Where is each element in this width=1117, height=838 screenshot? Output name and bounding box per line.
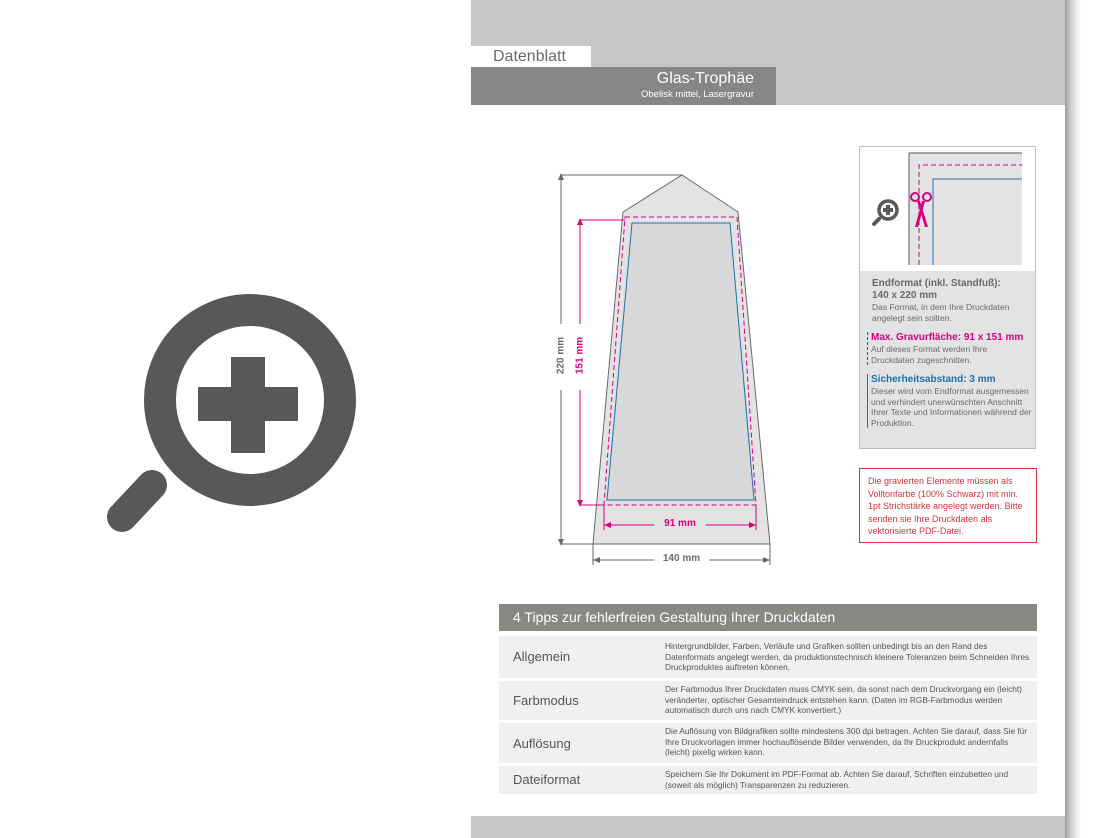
scissors-icon xyxy=(910,191,932,231)
tips-row xyxy=(499,681,1037,720)
page-shadow xyxy=(1065,0,1081,838)
width-label: 140 mm xyxy=(662,553,701,564)
magnifier-plus-icon[interactable] xyxy=(871,197,901,227)
tip-text: Speichern Sie Ihr Dokument im PDF-Format ab. Achten Sie darauf, Schriften einzubetten und (soweit als möglich) Transparenzen zu reduzieren. xyxy=(665,769,1009,790)
engraving-warning: Die gravierten Elemente müssen als Volltonfarbe (100% Schwarz) mit min. 1pt Strichstärke angelegt werden. Bitte senden sie Ihre Druckdaten als vektorisierte PDF-Datei. xyxy=(859,468,1037,543)
tips-header: 4 Tipps zur fehlerfreien Gestaltung Ihrer Druckdaten xyxy=(499,604,1037,631)
detail-preview xyxy=(860,147,1035,271)
format-info-text xyxy=(872,278,1032,437)
endformat-section xyxy=(872,278,1032,323)
title-bar xyxy=(471,67,776,105)
datasheet-page xyxy=(471,0,1065,838)
height-label: 220 mm xyxy=(555,336,567,375)
tip-label: Auflösung xyxy=(513,736,571,751)
tips-row xyxy=(499,636,1037,678)
engrave-height-label: 151 mm xyxy=(574,336,586,375)
tips-row xyxy=(499,766,1037,794)
endformat-text: Das Format, in dem Ihre Druckdaten angelegt sein sollten. xyxy=(872,302,1010,323)
endformat-heading: Endformat (inkl. Standfuß): xyxy=(872,278,1001,289)
tip-label: Dateiformat xyxy=(513,772,581,787)
engrave-area-text: Auf dieses Format werden Ihre Druckdaten zugeschnitten. xyxy=(871,344,988,365)
tip-label: Farbmodus xyxy=(513,693,579,708)
zoom-in-button[interactable] xyxy=(100,285,360,550)
magnifier-plus-icon xyxy=(100,285,360,550)
footer-band xyxy=(471,816,1065,838)
tips-row xyxy=(499,723,1037,763)
tip-label: Allgemein xyxy=(513,649,571,664)
engrave-area-section xyxy=(867,332,1032,365)
endformat-value: 140 x 220 mm xyxy=(872,290,938,301)
product-subtitle: Obelisk mittel, Lasergravur xyxy=(641,89,754,100)
safety-margin-section xyxy=(867,374,1032,428)
product-drawing xyxy=(546,160,806,580)
format-info-box xyxy=(859,146,1036,449)
safety-margin-heading: Sicherheitsabstand: 3 mm xyxy=(871,374,996,385)
product-title: Glas-Trophäe xyxy=(656,70,754,87)
tip-text: Die Auflösung von Bildgrafiken sollte mindestens 300 dpi betragen. Achten Sie darauf, dass Sie für Ihre Druckvorlagen immer hochauflösende Bilder verwenden, da Ihr Druckprodukt andernfalls (leicht) pixelig wirken kann. xyxy=(665,726,1028,758)
engrave-width-label: 91 mm xyxy=(664,518,696,529)
engrave-area-heading: Max. Gravurfläche: 91 x 151 mm xyxy=(871,332,1024,343)
safety-margin-text: Dieser wird vom Endformat ausgemessen und verhindert unerwünschten Anschnitt Ihrer Texte und Informationen während der Produktion. xyxy=(871,386,1032,428)
tip-text: Hintergrundbilder, Farben, Verläufe und Grafiken sollten unbedingt bis an den Rand des Datenformats angelegt werden, da produktionstechnisch kleinere Toleranzen beim Schneiden Ihres Druckproduktes auftreten können. xyxy=(665,641,1030,673)
doc-type-label: Datenblatt xyxy=(471,46,591,68)
tip-text: Der Farbmodus Ihrer Druckdaten muss CMYK sein, da sonst nach dem Druckvorgang ein (leicht) veränderter, optischer Gesamteindruck entstehen kann. (Daten im RGB-Farbmodus werden automatisch durch uns nach CMYK konvertiert.) xyxy=(665,684,1022,716)
